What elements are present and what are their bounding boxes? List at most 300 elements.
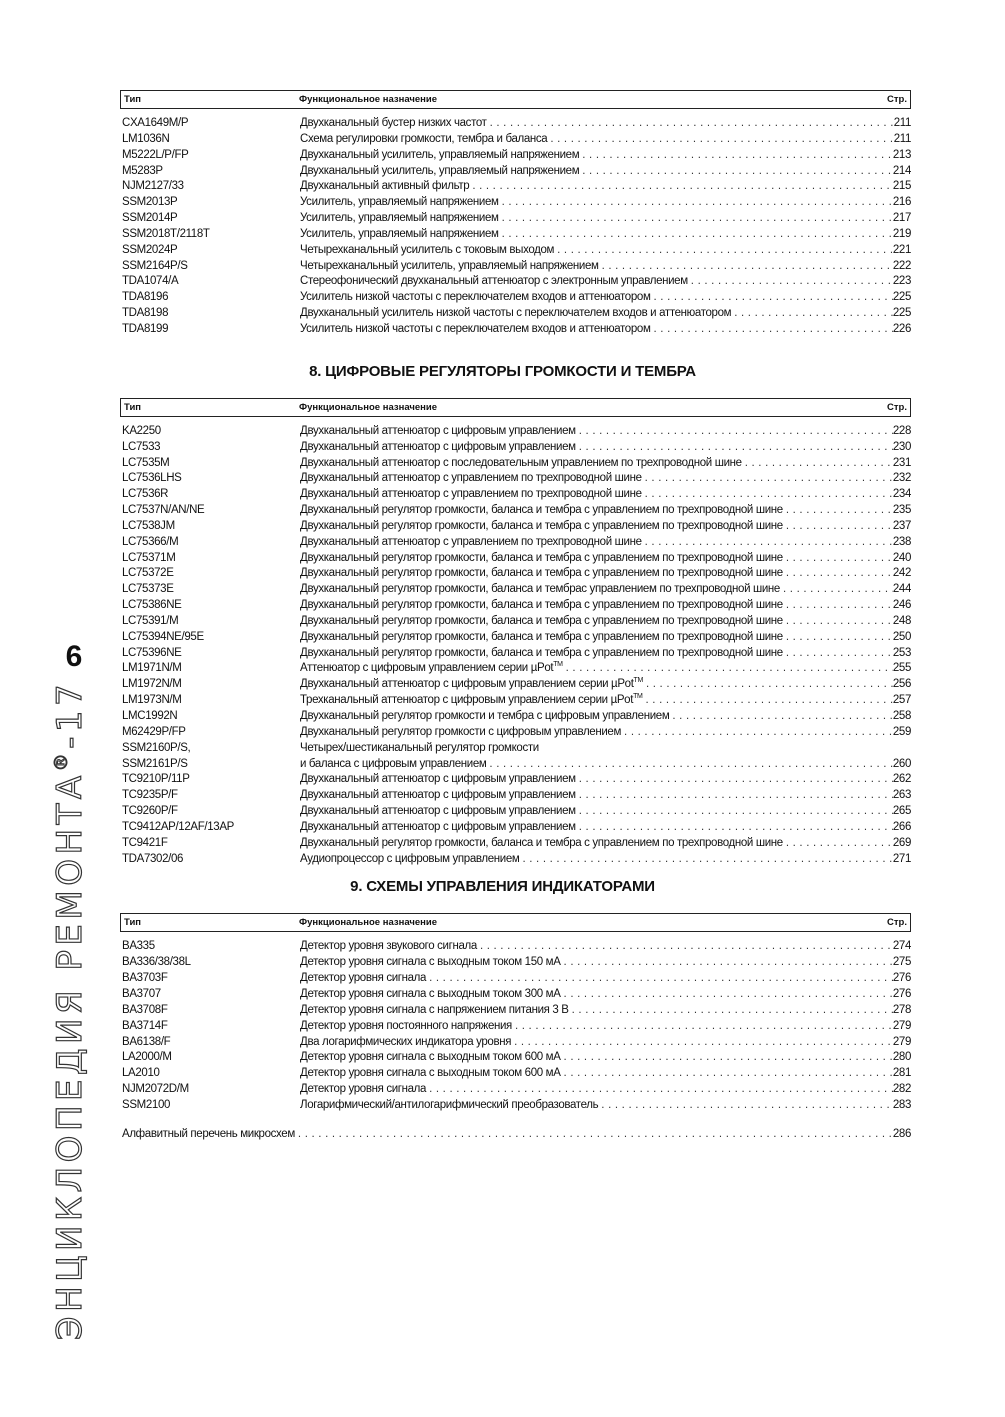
function-cell (300, 243, 911, 259)
function-description-text: Четырехканальный усилитель, управляемый напряжением (300, 259, 599, 272)
function-cell (300, 227, 911, 243)
chapter-number: 6 (65, 640, 83, 673)
function-description-text: Двухканальный регулятор громкости, баланса и тембра с управлением по трехпроводной шине (300, 836, 783, 849)
chip-type: LC7536LHS (122, 472, 182, 485)
page-number: 280 (892, 1051, 911, 1064)
page-number: 278 (892, 1003, 911, 1016)
function-description-text: Двухканальный аттенюатор с цифровым управлением (300, 789, 576, 802)
page-number: 240 (892, 551, 911, 564)
table-header (120, 90, 911, 109)
function-cell (300, 852, 911, 868)
table-row[interactable] (120, 804, 911, 820)
function-cell (300, 1066, 911, 1082)
chip-type: M5222L/P/FP (122, 148, 189, 161)
function-description (300, 195, 502, 211)
table-row[interactable] (120, 227, 911, 243)
alphabetical-index-entry[interactable] (120, 1126, 911, 1142)
dot-leader (582, 148, 893, 164)
table-row[interactable] (120, 1066, 911, 1082)
function-description (300, 132, 550, 148)
function-description-text: Логарифмический/антилогарифмический преобразователь (300, 1098, 599, 1111)
function-cell (300, 148, 911, 164)
dot-leader (480, 939, 893, 955)
section-title-8: 8. ЦИФРОВЫЕ РЕГУЛЯТОРЫ ГРОМКОСТИ И ТЕМБРА (309, 362, 696, 380)
chip-type: LC75373E (122, 583, 174, 596)
dot-leader (579, 772, 893, 788)
dot-leader (515, 1019, 893, 1035)
function-description (300, 852, 522, 868)
page-number: 266 (892, 820, 911, 833)
table-row[interactable] (120, 179, 911, 195)
page-number: 216 (892, 196, 911, 209)
function-cell (300, 987, 911, 1003)
function-cell (300, 211, 911, 227)
header-type: Тип (124, 94, 142, 105)
function-description-text: Двухканальный аттенюатор с управлением по трехпроводной шине (300, 488, 642, 501)
function-cell (300, 598, 911, 614)
dot-leader (564, 987, 893, 1003)
function-cell (300, 132, 911, 148)
chip-type: TC9412AP/12AF/13AP (122, 820, 234, 833)
page-number: 282 (892, 1083, 911, 1096)
function-cell (300, 677, 911, 693)
function-description (300, 677, 646, 693)
function-cell (300, 566, 911, 582)
chip-type: TC9260P/F (122, 805, 178, 818)
dot-leader (786, 503, 893, 519)
table-row[interactable] (120, 955, 911, 971)
function-cell (300, 1082, 911, 1098)
chip-type: LA2010 (122, 1067, 160, 1080)
chip-type: LM1973N/M (122, 694, 182, 707)
table-row[interactable] (120, 1003, 911, 1019)
table-row[interactable] (120, 725, 911, 741)
page-number: 242 (892, 567, 911, 580)
chip-type: NJM2127/33 (122, 180, 184, 193)
function-description (300, 1035, 514, 1051)
table-row[interactable] (120, 243, 911, 259)
function-description (300, 211, 502, 227)
function-description (300, 179, 472, 195)
dot-leader (786, 551, 893, 567)
page-number: 234 (892, 488, 911, 501)
dot-leader (502, 211, 893, 227)
page-number: 230 (892, 440, 911, 453)
function-description-text: Двухканальный регулятор громкости и тембра с цифровым управлением (300, 710, 670, 722)
page-number: 225 (892, 291, 911, 304)
function-description-text: Четырех/шестиканальный регулятор громкости (300, 741, 539, 754)
section-title-9: 9. СХЕМЫ УПРАВЛЕНИЯ ИНДИКАТОРАМИ (350, 878, 655, 896)
function-description-text: Стереофонический двухканальный аттенюатор с электронным управлением (300, 275, 688, 288)
dot-leader (472, 179, 893, 195)
dot-leader (429, 971, 893, 987)
page-number: 275 (892, 956, 911, 969)
function-cell (300, 440, 911, 456)
function-description-text: Двухканальный регулятор громкости, баланса и тембра с управлением по трехпроводной шине (300, 630, 783, 643)
table-row[interactable] (120, 424, 911, 440)
chip-type: BA335 (122, 940, 155, 953)
dot-leader (579, 424, 893, 440)
function-description (300, 164, 582, 180)
chip-type: LC75396NE (122, 646, 182, 659)
table-row[interactable] (120, 195, 911, 211)
function-cell (300, 487, 911, 503)
function-description (300, 535, 645, 551)
chip-type: SSM2013P (122, 196, 178, 209)
function-description-text: Детектор уровня сигнала с напряжением питания 3 В (300, 1003, 569, 1016)
table-row[interactable] (120, 788, 911, 804)
registered-mark: ® (51, 748, 72, 772)
page-number: 217 (892, 212, 911, 225)
chip-type: CXA1649M/P (122, 117, 189, 129)
table-row[interactable] (120, 820, 911, 836)
dot-leader (564, 1050, 893, 1066)
function-description-text: Двухканальный регулятор громкости, баланса и тембра с управлением по трехпроводной шине (300, 614, 783, 627)
function-description-text: Двухканальный регулятор громкости, баланса и тембра с управлением по трехпроводной шине (300, 504, 783, 517)
table-row[interactable] (120, 661, 911, 677)
table-row[interactable] (120, 551, 911, 567)
function-cell (300, 955, 911, 971)
dot-leader (429, 1082, 893, 1098)
chip-type: LC7537N/AN/NE (122, 504, 205, 517)
table-row[interactable] (120, 741, 911, 757)
table-row[interactable] (120, 1098, 911, 1114)
table-row[interactable] (120, 1050, 911, 1066)
function-description-text: Двухканальный аттенюатор с цифровым управлением (300, 440, 576, 453)
page-number: 235 (892, 504, 911, 517)
table-row[interactable] (120, 471, 911, 487)
page-number: 211 (893, 132, 911, 145)
dot-leader (601, 1098, 893, 1114)
chip-type: LC75394NE/95E (122, 630, 204, 643)
header-type: Тип (124, 917, 142, 929)
function-description-text: Двухканальный аттенюатор с цифровым управлением серии µPot (300, 678, 634, 691)
function-cell (300, 290, 911, 306)
function-description-text: Усилитель низкой частоты с переключателем входов и аттенюатором (300, 291, 651, 304)
function-cell (300, 471, 911, 487)
chip-type: BA3708F (122, 1003, 168, 1016)
function-description (300, 582, 783, 598)
dot-leader (490, 116, 894, 132)
table-row[interactable] (120, 456, 911, 472)
function-cell (300, 306, 911, 322)
function-description (300, 661, 566, 677)
toc-table-section-9 (120, 913, 911, 1113)
dot-leader (786, 614, 893, 630)
function-cell (300, 804, 911, 820)
page-number: 226 (892, 322, 911, 335)
header-page: Стр. (887, 917, 907, 929)
function-description (300, 487, 645, 503)
page-number: 255 (892, 662, 911, 675)
page-number: 225 (892, 307, 911, 320)
dot-leader (579, 788, 893, 804)
page-number: 263 (892, 789, 911, 802)
chip-type: SSM2024P (122, 243, 178, 256)
page-number: 215 (892, 180, 911, 193)
table-row[interactable] (120, 693, 911, 709)
table-row[interactable] (120, 132, 911, 148)
function-cell (300, 274, 911, 290)
table-row[interactable] (120, 757, 911, 773)
function-cell (300, 424, 911, 440)
page-number: 279 (892, 1019, 911, 1032)
dot-leader (579, 440, 893, 456)
function-description (300, 1050, 564, 1066)
table-row[interactable] (120, 772, 911, 788)
chip-type: TC9235P/F (122, 789, 178, 802)
function-description-text: Детектор уровня сигнала (300, 1083, 427, 1096)
table-row[interactable] (120, 1019, 911, 1035)
function-description-text: Двухканальный усилитель низкой частоты с переключателем входов и аттенюатором (300, 307, 732, 320)
table-row[interactable] (120, 290, 911, 306)
function-description (300, 741, 542, 757)
function-description-text: Двухканальный аттенюатор с последовательным управлением по трехпроводной шине (300, 456, 742, 469)
page-number: 276 (892, 972, 911, 985)
function-description-text: Аттенюатор с цифровым управлением серии µPot (300, 662, 554, 675)
function-cell (300, 772, 911, 788)
table-row[interactable] (120, 709, 911, 725)
dot-leader (645, 535, 893, 551)
page-number: 244 (892, 583, 911, 596)
page-number: 238 (892, 535, 911, 548)
table-row[interactable] (120, 630, 911, 646)
chip-type: LC75391/M (122, 614, 179, 627)
dot-leader (564, 955, 893, 971)
table-row[interactable] (120, 646, 911, 662)
header-type: Тип (124, 401, 142, 413)
page-number: 221 (892, 243, 911, 256)
dot-leader (786, 646, 893, 662)
function-cell (300, 195, 911, 211)
function-description-text: Детектор уровня сигнала (300, 972, 427, 985)
page-number: 253 (892, 646, 911, 659)
dot-leader (786, 598, 893, 614)
chip-type: M62429P/FP (122, 725, 186, 738)
page-number: 228 (892, 424, 911, 437)
dot-leader (502, 227, 893, 243)
page-number: 213 (892, 148, 911, 161)
function-cell (300, 259, 911, 275)
page-number: 219 (892, 227, 911, 240)
header-page: Стр. (887, 94, 907, 105)
dot-leader (579, 804, 893, 820)
chip-type: M5283P (122, 164, 163, 177)
function-description (300, 274, 691, 290)
table-row[interactable] (120, 503, 911, 519)
function-description-text: Детектор уровня сигнала с выходным током 300 мА (300, 987, 561, 1000)
dot-leader (572, 1003, 893, 1019)
function-cell (300, 1035, 911, 1051)
dot-leader (745, 456, 893, 472)
function-description (300, 424, 579, 440)
chip-type: TDA8198 (122, 307, 169, 320)
function-description (300, 290, 654, 306)
table-row[interactable] (120, 987, 911, 1003)
chip-type: LC7538JM (122, 519, 175, 532)
function-description (300, 306, 734, 322)
chip-type: BA336/38/38L (122, 956, 191, 969)
dot-leader (557, 243, 893, 259)
function-description (300, 1066, 564, 1082)
page-number: 260 (892, 757, 911, 770)
table-of-contents (120, 90, 911, 1142)
chip-type: LC7533 (122, 440, 161, 453)
book-series-title (50, 680, 90, 1340)
chip-type: LM1972N/M (122, 678, 182, 691)
function-description-text: Два логарифмических индикатора уровня (300, 1035, 512, 1048)
function-description (300, 772, 579, 788)
function-description (300, 987, 564, 1003)
function-description-text: Двухканальный регулятор громкости, баланса и тембра с управлением по трехпроводной шине (300, 551, 783, 564)
function-description (300, 1082, 429, 1098)
header-function: Функциональное назначение (299, 401, 438, 413)
function-cell (300, 836, 911, 852)
table-row[interactable] (120, 148, 911, 164)
table-row[interactable] (120, 487, 911, 503)
table-row[interactable] (120, 1035, 911, 1051)
chip-type: SSM2014P (122, 212, 178, 225)
chip-type: SSM2018T/2118T (122, 227, 210, 240)
function-description (300, 471, 645, 487)
toc-table-section-8 (120, 398, 911, 868)
chip-type: TC9210P/11P (122, 773, 190, 786)
table-row[interactable] (120, 566, 911, 582)
function-cell (300, 788, 911, 804)
function-description (300, 1098, 601, 1114)
dot-leader (514, 1035, 893, 1051)
table-row[interactable] (120, 582, 911, 598)
chip-type: TDA7302/06 (122, 852, 184, 865)
function-description-text: Двухканальный бустер низких частот (300, 117, 487, 129)
function-cell (300, 503, 911, 519)
function-description (300, 1019, 515, 1035)
function-description-text: Двухканальный аттенюатор с управлением по трехпроводной шине (300, 535, 642, 548)
page-number: 257 (892, 694, 911, 707)
trademark-superscript: TM (633, 693, 643, 701)
function-cell (300, 725, 911, 741)
dot-leader (645, 471, 893, 487)
function-description (300, 757, 489, 773)
function-cell (300, 709, 911, 725)
table-header (120, 398, 911, 417)
page-number: 276 (892, 987, 911, 1000)
chip-type: LM1971N/M (122, 662, 182, 675)
table-row[interactable] (120, 971, 911, 987)
function-description (300, 243, 557, 259)
dot-leader (522, 852, 892, 868)
function-description-text: Усилитель низкой частоты с переключателем входов и аттенюатором (300, 322, 651, 335)
chip-type: LC75366/M (122, 535, 179, 548)
function-cell (300, 1050, 911, 1066)
function-cell (300, 693, 911, 709)
table-row[interactable] (120, 614, 911, 630)
table-row[interactable] (120, 322, 911, 338)
table-row[interactable] (120, 164, 911, 180)
function-description (300, 440, 579, 456)
function-cell (300, 164, 911, 180)
table-row[interactable] (120, 852, 911, 868)
page-number: 250 (892, 630, 911, 643)
page-number: 246 (892, 599, 911, 612)
table-row[interactable] (120, 535, 911, 551)
function-description-text: Двухканальный усилитель, управляемый напряжением (300, 164, 580, 177)
function-description (300, 820, 579, 836)
page-number: 256 (892, 678, 911, 691)
function-cell (300, 535, 911, 551)
table-row[interactable] (120, 211, 911, 227)
chip-type: NJM2072D/M (122, 1083, 189, 1096)
dot-leader (783, 582, 893, 598)
table-row[interactable] (120, 274, 911, 290)
page-number: 271 (892, 852, 911, 865)
table-row[interactable] (120, 519, 911, 535)
function-description (300, 804, 579, 820)
chip-type: LC75386NE (122, 599, 182, 612)
page-number: 248 (892, 614, 911, 627)
dot-leader (624, 725, 893, 741)
function-description-text: Двухканальный регулятор громкости, баланса и тембрас управлением по трехпроводной шине (300, 583, 780, 596)
page-number: 262 (892, 773, 911, 786)
function-description (300, 709, 672, 725)
trademark-superscript: TM (633, 677, 643, 685)
dot-leader (550, 132, 893, 148)
function-description-text: Двухканальный аттенюатор с цифровым управлением (300, 773, 576, 786)
toc-table-section-7 (120, 90, 911, 338)
header-function: Функциональное назначение (299, 94, 438, 105)
function-description (300, 148, 582, 164)
function-cell (300, 1019, 911, 1035)
table-row[interactable] (120, 677, 911, 693)
function-cell (300, 661, 911, 677)
function-description-text: Двухканальный аттенюатор с цифровым управлением (300, 805, 576, 818)
table-row[interactable] (120, 836, 911, 852)
function-description (300, 503, 786, 519)
table-row[interactable] (120, 306, 911, 322)
function-description-text: Двухканальный усилитель, управляемый напряжением (300, 148, 580, 161)
dot-leader (654, 322, 893, 338)
table-row[interactable] (120, 1082, 911, 1098)
function-description-text: Детектор уровня постоянного напряжения (300, 1019, 512, 1032)
function-description-text: и баланса с цифровым управлением (300, 757, 487, 770)
table-row[interactable] (120, 116, 911, 132)
function-cell (300, 646, 911, 662)
table-row[interactable] (120, 259, 911, 275)
dot-leader (566, 661, 893, 677)
table-row[interactable] (120, 939, 911, 955)
volume-number: -17 (50, 679, 90, 749)
chip-type: KA2250 (122, 424, 161, 437)
dot-leader (602, 259, 893, 275)
dot-leader (734, 306, 893, 322)
page-number: 231 (892, 456, 911, 469)
function-description-text: Усилитель, управляемый напряжением (300, 212, 499, 225)
chip-type: LC75372E (122, 567, 174, 580)
table-row[interactable] (120, 440, 911, 456)
chip-type: BA3703F (122, 972, 168, 985)
function-description-text: Двухканальный регулятор громкости, баланса и тембра с управлением по трехпроводной шине (300, 599, 783, 612)
chip-type: BA3714F (122, 1019, 168, 1032)
function-description-text: Двухканальный регулятор громкости, баланса и тембра с управлением по трехпроводной шине (300, 519, 783, 532)
dot-leader (579, 820, 893, 836)
table-row[interactable] (120, 598, 911, 614)
function-description-text: Двухканальный активный фильтр (300, 180, 470, 193)
alphabetical-index-page: 286 (892, 1127, 911, 1140)
function-description (300, 598, 786, 614)
header-function: Функциональное назначение (299, 917, 438, 929)
function-description (300, 456, 745, 472)
function-description (300, 971, 429, 987)
